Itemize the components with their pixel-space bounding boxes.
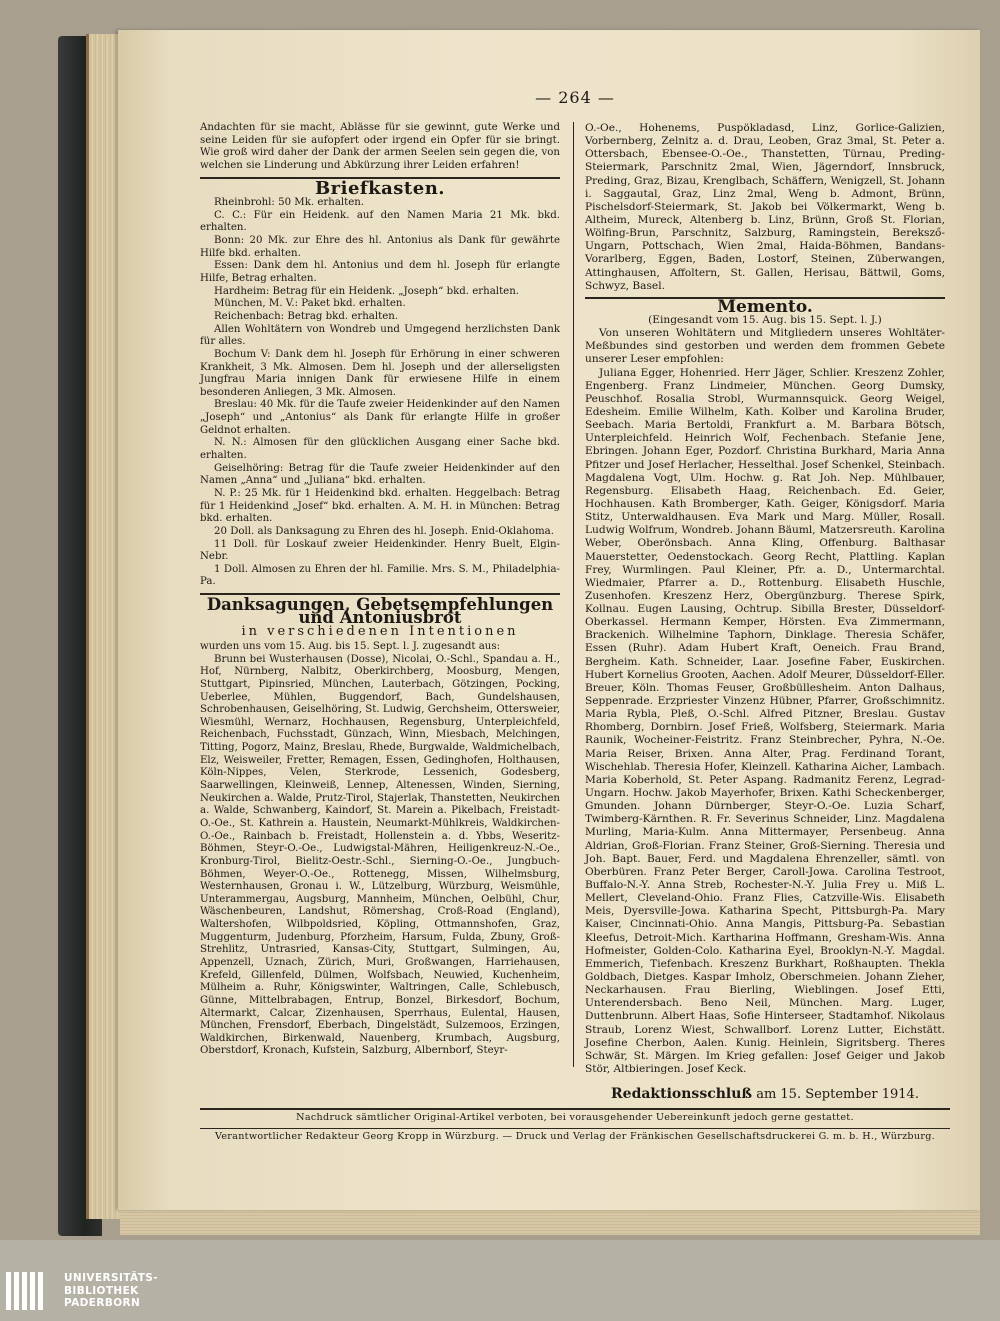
page-content	[200, 88, 950, 1218]
briefkasten-item: Rheinbrohl: 50 Mk. erhalten.	[214, 197, 365, 209]
briefkasten-item: Bochum V: Dank dem hl. Joseph für Erhörung in einer schweren Krankheit, 3 Mk. Almosen. Dem hl. Joseph und der allerseligsten Jungfrau Maria innigen Dank für erwiesene Hilfe in einem besonderen Anliegen, 3 Mk. Almosen.	[200, 348, 560, 398]
library-line-1: UNIVERSITÄTS-	[64, 1272, 159, 1284]
memento-subheading: (Eingesandt vom 15. Aug. bis 15. Sept. l. J.)	[648, 313, 882, 326]
reprint-notice: Nachdruck sämtlicher Original-Artikel verboten, bei vorausgehender Uebereinkunft jedoch gerne gestattet.	[200, 1108, 950, 1123]
left-column	[200, 122, 560, 1058]
dank-subheading: in verschiedenen Intentionen	[241, 624, 519, 640]
closing-label: Redaktionsschluß	[611, 1086, 753, 1102]
briefkasten-item: C. C.: Für ein Heidenk. auf den Namen Maria 21 Mk. bkd. erhalten.	[200, 209, 560, 234]
briefkasten-item: Geiselhöring: Betrag für die Taufe zweier Heidenkinder auf den Namen „Anna“ und „Juliana“ bkd. erhalten.	[200, 462, 560, 487]
places-continued: O.-Oe., Hohenems, Puspökladasd, Linz, Gorlice-Galizien, Vorbernberg, Zelnitz a. d. Drau, Leoben, Graz 3mal, St. Peter a. Ottersbach, Ebensee-O.-Oe., Thanstetten, Türnau, Preding-Steiermark, Parschnitz 2mal, Wien, Jägerndorf, Innsbruck, Preding, Graz, Bizau, Krenglbach, Schäffern, Wenigzell, St. Johann i. Saggautal, Graz, Linz 2mal, Weng b. Admont, Brünn, Pischelsdorf-Steiermark, St. Jakob bei Völkermarkt, Weng b. Altheim, Mureck, Altenberg b. Linz, Brünn, Groß St. Florian, Wölfing-Brun, Parschnitz, Salzburg, Ramingstein, Bereksző-Ungarn, Pottschach, Wien 2mal, Haida-Böhmen, Bandans-Vorarlberg, Eggen, Baden, Lostorf, Steinen, Züberwangen, Attinghausen, Affoltern, St. Gallen, Herisau, Bättwil, Goms, Schwyz, Basel.	[585, 122, 945, 292]
briefkasten-item: Bonn: 20 Mk. zur Ehre des hl. Antonius als Dank für gewährte Hilfe bkd. erhalten.	[200, 235, 560, 259]
briefkasten-item: 11 Doll. für Loskauf zweier Heidenkinder. Henry Buelt, Elgin-Nebr.	[200, 538, 560, 563]
briefkasten-list	[200, 197, 560, 589]
library-line-2: BIBLIOTHEK	[64, 1284, 139, 1297]
editorial-closing	[585, 1086, 945, 1102]
briefkasten-item: N. P.: 25 Mk. für 1 Heidenkind bkd. erhalten. Heggelbach: Betrag für 1 Heidenkind „Josef“ bkd. erhalten. A. M. H. in München: Betrag bkd. erhalten.	[200, 487, 560, 525]
dank-heading: Danksagungen, Gebetsempfehlungen und Antoniusbrot	[206, 595, 554, 627]
briefkasten-item: N. N.: Almosen für den glücklichen Ausgang einer Sache bkd. erhalten.	[200, 437, 560, 462]
dank-places: Brunn bei Wusterhausen (Dosse), Nicolai, O.-Schl., Spandau a. H., Hof, Nürnberg, Nalbitz, Oberkirchberg, Moosburg, Mengen, Stuttgart, Pipinsried, München, Lauterbach, Götzingen, Pocking, Ueberlee, Mühlen, Buggendorf, Bach, Gundelshausen, Schrobenhausen, Geiselhöring, St. Ludwig, Gerchsheim, Ottersweier, Wiesmühl, Wernarz, Hochhausen, Regensburg, Unterpleichfeld, Reichenbach, Fuchsstadt, Günzach, Winn, Miesbach, Melchingen, Titting, Pogorz, Mainz, Breslau, Rhede, Burgwalde, Waldmichelbach, Elz, Weisweiler, Fretter, Remagen, Essen, Gedinghofen, Holthausen, Köln-Nippes, Velen, Sterkrode, Lessenich, Godesberg, Saarwellingen, Kleinweiß, Lennep, Altenessen, Winden, Sierning, Neukirchen a. Walde, Prutz-Tirol, Stajerlak, Thanstetten, Neukirchen a. Walde, Schwanberg, Kaindorf, St. Marein a. Pikelbach, Freistadt-O.-Oe., St. Kathrein a. Haustein, Neumarkt-Mühlkreis, Waldkirchen-O.-Oe., Rainbach b. Freistadt, Hollenstein a. d. Ybbs, Weseritz-Böhmen, Steyr-O.-Oe., Ludwigstal-Mähren, Heiligenkreuz-N.-Oe., Kronburg-Tirol, Bielitz-Oestr.-Schl., Sierning-O.-Oe., Jungbuch-Böhmen, Weyer-O.-Oe., Rottenegg, Missen, Wilhelmsburg, Westernhausen, Gronau i. W., Lützelburg, Würzburg, Weismühle, Unterammergau, Augsburg, Mannheim, München, Oelbühl, Chur, Wäschenbeuren, Landshut, Römershag, Croß-Road (England), Waltershofen, Wilbpoldsried, Köpling, Ottmannshofen, Graz, Muggenturm, Judenburg, Pforzheim, Harsum, Fulda, Zbuny, Groß-Strehlitz, Untrasried, Kansas-City, Stuttgart, Sulmingen, Au, Appenzell, Uznach, Zürich, Muri, Großwangen, Harriehausen, Krefeld, Gillenfeld, Dülmen, Wolfsbach, Neuwied, Kuchenheim, Mülheim a. Ruhr, Königswinter, Waltringen, Calle, Schlebusch, Günne, Mittelbrabagen, Entrup, Bonzel, Birkesdorf, Bochum, Altermarkt, Calcar, Zizenhausen, Sperrhaus, Eulental, Hausen, München, Frensdorf, Eberbach, Dingelstädt, Sulzemoos, Erzingen, Waldkirchen, Birkenwald, Nauenberg, Krumbach, Augsburg, Oberstdorf, Kronach, Kufstein, Salzburg, Albernborf, Steyr-	[200, 653, 560, 1057]
briefkasten-item: Hardheim: Betrag für ein Heidenk. „Joseph“ bkd. erhalten.	[214, 285, 519, 297]
library-logo-icon	[6, 1272, 56, 1310]
briefkasten-item: Breslau: 40 Mk. für die Taufe zweier Heidenkinder auf den Namen „Joseph“ und „Antonius“ als Dank für erlangte Hilfe in großer Geldnot erhalten.	[200, 399, 560, 436]
memento-intro: Von unseren Wohltätern und Mitgliedern unseres Wohltäter-Meßbundes sind gestorben und werden dem frommen Gebete unserer Leser empfohlen:	[585, 327, 945, 366]
column-separator	[573, 122, 574, 1067]
library-name	[64, 1272, 158, 1310]
dank-lead: wurden uns vom 15. Aug. bis 15. Sept. l. J. zugesandt aus:	[200, 640, 501, 652]
briefkasten-item: 1 Doll. Almosen zu Ehren der hl. Familie. Mrs. S. M., Philadelphia-Pa.	[200, 563, 560, 588]
closing-date: am 15. September 1914.	[756, 1087, 919, 1102]
briefkasten-item: 20 Doll. als Danksagung zu Ehren des hl. Joseph. Enid-Oklahoma.	[214, 525, 554, 537]
briefkasten-item: Essen: Dank dem hl. Antonius und dem hl. Joseph für erlangte Hilfe, Betrag erhalten.	[200, 260, 560, 285]
memento-heading: Memento.	[717, 296, 813, 317]
document-page	[118, 30, 980, 1210]
right-column	[585, 122, 945, 1076]
briefkasten-item: München, M. V.: Paket bkd. erhalten.	[214, 298, 406, 310]
briefkasten-heading: Briefkasten.	[314, 177, 446, 199]
briefkasten-item: Reichenbach: Betrag bkd. erhalten.	[214, 310, 399, 322]
memento-names: Juliana Egger, Hohenried. Herr Jäger, Schlier. Kreszenz Zohler, Engenberg. Franz Lindmeier, München. Georg Dumsky, Peuschhof. Rosalia Strobl, Wurmannsquick. Georg Weigel, Edesheim. Emilie Wilhelm, Kath. Kolber und Karolina Bruder, Seebach. Maria Bertoldi, Frankfurt a. M. Barbara Bötsch, Unterpleichfeld. Heinrich Wolf, Fechenbach. Stefanie Jene, Ebringen. Johann Eger, Pozdorf. Christina Burkhard, Maria Anna Pfitzer und Josef Herlacher, Hesselthal. Josef Schenkel, Steinbach. Magdalena Vogt, Ulm. Hochw. g. Rat Joh. Nep. Mühlbauer, Regensburg. Elisabeth Haag, Reichenbach. Ed. Geier, Hochhausen. Kath Bromberger, Kath. Geiger, Königsdorf. Maria Stitz, Unterwaldhausen. Eva Mark und Marg. Müller, Rosall. Ludwig Wolfrum, Wondreb. Johann Bäuml, Matzersreuth. Karolina Weber, Oberönsbach. Anna Kling, Offenburg. Balthasar Mauerstetter, Oedenstockach. Georg Recht, Plattling. Kaplan Frey, Wurmlingen. Paul Kleiner, Pfr. a. D., Untermarchtal. Wiedmaier, Pfarrer a. D., Rottenburg. Elisabeth Huschle, Zusenhofen. Kreszenz Herz, Obergünzburg. Therese Spirk, Kollnau. Eugen Lausing, Ochtrup. Sibilla Brester, Düsseldorf-Oberkassel. Hermann Kemper, Hörsten. Eva Zimmermann, Brackenich. Wilhelmine Taphorn, Dinklage. Theresia Schäfer, Essen (Ruhr). Adam Hubert Kraft, Oeneich. Frau Brand, Bergheim. Kath. Schneider, Laar. Josefine Faber, Euskirchen. Hubert Kornelius Grooten, Aachen. Adolf Meurer, Düsseldorf-Eller. Breuer, Köln. Thomas Feuser, Großbüllesheim. Anton Dalhaus, Seppenrade. Erzpriester Vinzenz Hübner, Pfarrer, Großschimnitz. Maria Rybla, Pleß, O.-Schl. Alfred Pitzner, Breslau. Gustav Rhomberg, Dornbirn. Josef Frieß, Wolfsberg, Steiermark. Maria Raunik, Wocheiner-Feistritz. Franz Steinbrecher, Pyhra, N.-Oe. Maria Reiser, Brixen. Anna Alter, Prag. Ferdinand Torant, Wischehlab. Theresia Hofer, Kleinzell. Katharina Aicher, Lambach. Maria Koberhold, St. Peter Aspang. Radmanitz Ferenz, Legrad-Ungarn. Hochw. Jakob Mayerhofer, Brixen. Kathi Scheckenberger, Gmunden. Johann Dürnberger, Steyr-O.-Oe. Luzia Scharf, Twimberg-Kärnthen. R. Fr. Severinus Schneider, Linz. Magdalena Murling, Maria-Kulm. Anna Mittermayer, Persenbeug. Anna Aldrian, Groß-Florian. Franz Steiner, Groß-Sierning. Theresia und Joh. Bapt. Bauer, Ferd. und Magdalena Ehrenzeller, sämtl. von Oberbüren. Franz Peter Berger, Caroll-Jowa. Carolina Testroot, Buffalo-N.-Y. Anna Streb, Rochester-N.-Y. Julia Frey u. Miß L. Mellert, Cleveland-Ohio. Franz Flies, Catzville-Wis. Elisabeth Meis, Dyersville-Jowa. Katharina Specht, Pittsburgh-Pa. Mary Kaiser, Cincinnati-Ohio. Anna Mangis, Pittsburg-Pa. Sebastian Kleefus, Detroit-Mich. Kartharina Hoffmann, Gresham-Wis. Anna Hofmeister, Golden-Colo. Katharina Eyel, Brooklyn-N.-Y. Magdal. Emmerich, Tiefenbach. Kreszenz Burkhart, Roßhaupten. Thekla Goldbach, Dietges. Kaspar Imholz, Oberschmeien. Johann Zieher, Neckarhausen. Frau Bierling, Wieblingen. Josef Etti, Unterendersbach. Beno Neil, München. Marg. Luger, Duttenbrunn. Albert Haas, Sofie Hinterseer, Stadtamhof. Nikolaus Straub, Lorenz Wiest, Schwallborf. Lorenz Lutter, Eichstätt. Josefine Cherbon, Aalen. Kunig. Heinlein, Sigritsberg. Theres Schwär, St. Märgen. Im Krieg gefallen: Josef Geiger und Jakob Stör, Altbieringen. Josef Keck.	[585, 366, 945, 1075]
library-line-3: PADERBORN	[64, 1297, 141, 1309]
briefkasten-item: Allen Wohltätern von Wondreb und Umgegend herzlichsten Dank für alles.	[200, 323, 560, 348]
imprint-line: Verantwortlicher Redakteur Georg Kropp in Würzburg. — Druck und Verlag der Fränkischen Gesellschaftsdruckerei G. m. b. H., Würzburg.	[200, 1128, 950, 1142]
intro-paragraph: Andachten für sie macht, Ablässe für sie gewinnt, gute Werke und seine Leiden für sie aufopfert oder irgend ein Opfer für sie bringt. Wie groß wird daher der Dank der armen Seelen sein gegen die, von welchen sie Linderung und Abkürzung ihrer Leiden erfahren!	[200, 122, 560, 171]
page-number: — 264 —	[535, 88, 615, 107]
